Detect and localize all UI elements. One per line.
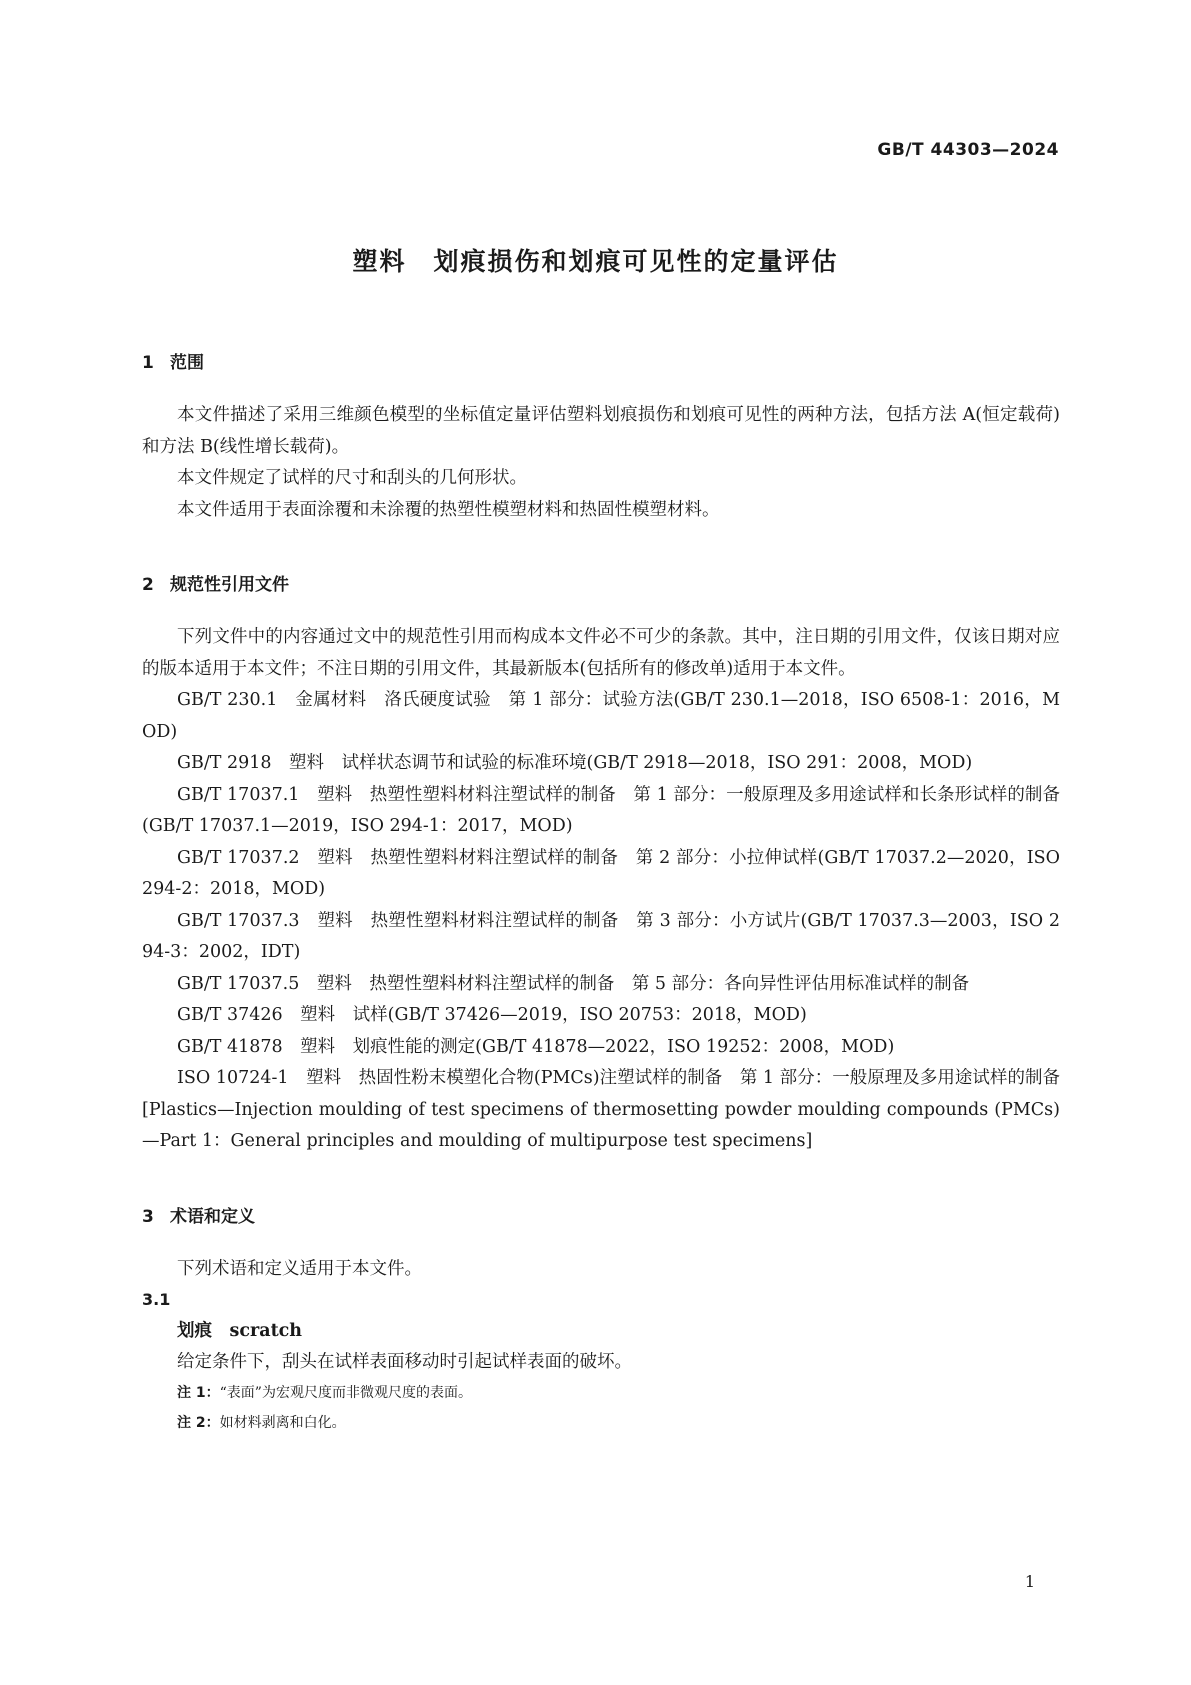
reference-item: GB/T 17037.1 塑料 热塑性塑料材料注塑试样的制备 第 1 部分：一般原理及多用途试样和长条形试样的制备(GB/T 17037.1—2019，ISO 294-1：2017，MOD) [142, 784, 1060, 836]
scope-paragraph: 本文件适用于表面涂覆和未涂覆的热塑性模塑材料和热固性模塑材料。 [177, 499, 720, 520]
term-name: 划痕 scratch [177, 1321, 303, 1341]
reference-item: GB/T 2918 塑料 试样状态调节和试验的标准环境(GB/T 2918—2018，ISO 291：2008，MOD) [177, 753, 973, 773]
reference-item: GB/T 41878 塑料 划痕性能的测定(GB/T 41878—2022，ISO 19252：2008，MOD) [177, 1036, 895, 1057]
terms-intro: 下列术语和定义适用于本文件。 [177, 1258, 422, 1279]
standard-code: GB/T 44303—2024 [877, 140, 1059, 160]
section-heading-normative-references [142, 570, 1060, 600]
page-number: 1 [1024, 1572, 1035, 1591]
reference-item: GB/T 17037.5 塑料 热塑性塑料材料注塑试样的制备 第 5 部分：各向异性评估用标准试样的制备 [177, 973, 970, 994]
reference-item: GB/T 37426 塑料 试样(GB/T 37426—2019，ISO 20753：2018，MOD) [177, 1005, 807, 1025]
reference-item: GB/T 230.1 金属材料 洛氏硬度试验 第 1 部分：试验方法(GB/T 230.1—2018，ISO 6508-1：2016，MOD) [142, 690, 1060, 742]
term-note [142, 1378, 1060, 1408]
section-title: 术语和定义 [170, 1206, 255, 1227]
section-number: 3 [142, 1206, 154, 1227]
references-intro: 下列文件中的内容通过文中的规范性引用而构成本文件必不可少的条款。其中，注日期的引用文件，仅该日期对应的版本适用于本文件；不注日期的引用文件，其最新版本(包括所有的修改单)适用于本文件。 [142, 627, 1060, 679]
section-number: 1 [142, 353, 154, 373]
term-number: 3.1 [142, 1290, 171, 1309]
reference-item: GB/T 17037.2 塑料 热塑性塑料材料注塑试样的制备 第 2 部分：小拉伸试样(GB/T 17037.2—2020，ISO 294-2：2018，MOD) [142, 847, 1060, 899]
document-body [142, 348, 1060, 1438]
reference-item: ISO 10724-1 塑料 热固性粉末模塑化合物(PMCs)注塑试样的制备 第 1 部分：一般原理及多用途试样的制备[Plastics—Injection moulding of test specimens of thermosetting powder moulding compounds (PMCs)—Part 1：General principles and moulding of multipurpose test specimens] [142, 1068, 1060, 1151]
section-heading-terms-definitions [142, 1202, 1060, 1232]
note-label: 注 2： [177, 1415, 220, 1431]
scope-paragraph: 本文件规定了试样的尺寸和刮头的几何形状。 [177, 468, 527, 488]
note-text: 如材料剥离和白化。 [219, 1415, 346, 1431]
section-title: 规范性引用文件 [170, 575, 289, 595]
document-title: 塑料 划痕损伤和划痕可见性的定量评估 [352, 247, 839, 276]
section-heading-scope [142, 348, 1060, 378]
term-note [142, 1408, 1060, 1438]
note-text: “表面”为宏观尺度而非微观尺度的表面。 [219, 1385, 472, 1401]
section-title: 范围 [170, 353, 204, 373]
term-definition: 给定条件下，刮头在试样表面移动时引起试样表面的破坏。 [177, 1352, 632, 1372]
section-number: 2 [142, 575, 154, 595]
reference-item: GB/T 17037.3 塑料 热塑性塑料材料注塑试样的制备 第 3 部分：小方试片(GB/T 17037.3—2003，ISO 294-3：2002，IDT) [142, 910, 1060, 962]
scope-paragraph: 本文件描述了采用三维颜色模型的坐标值定量评估塑料划痕损伤和划痕可见性的两种方法，包括方法 A(恒定载荷)和方法 B(线性增长载荷)。 [142, 405, 1060, 457]
note-label: 注 1： [177, 1385, 220, 1401]
